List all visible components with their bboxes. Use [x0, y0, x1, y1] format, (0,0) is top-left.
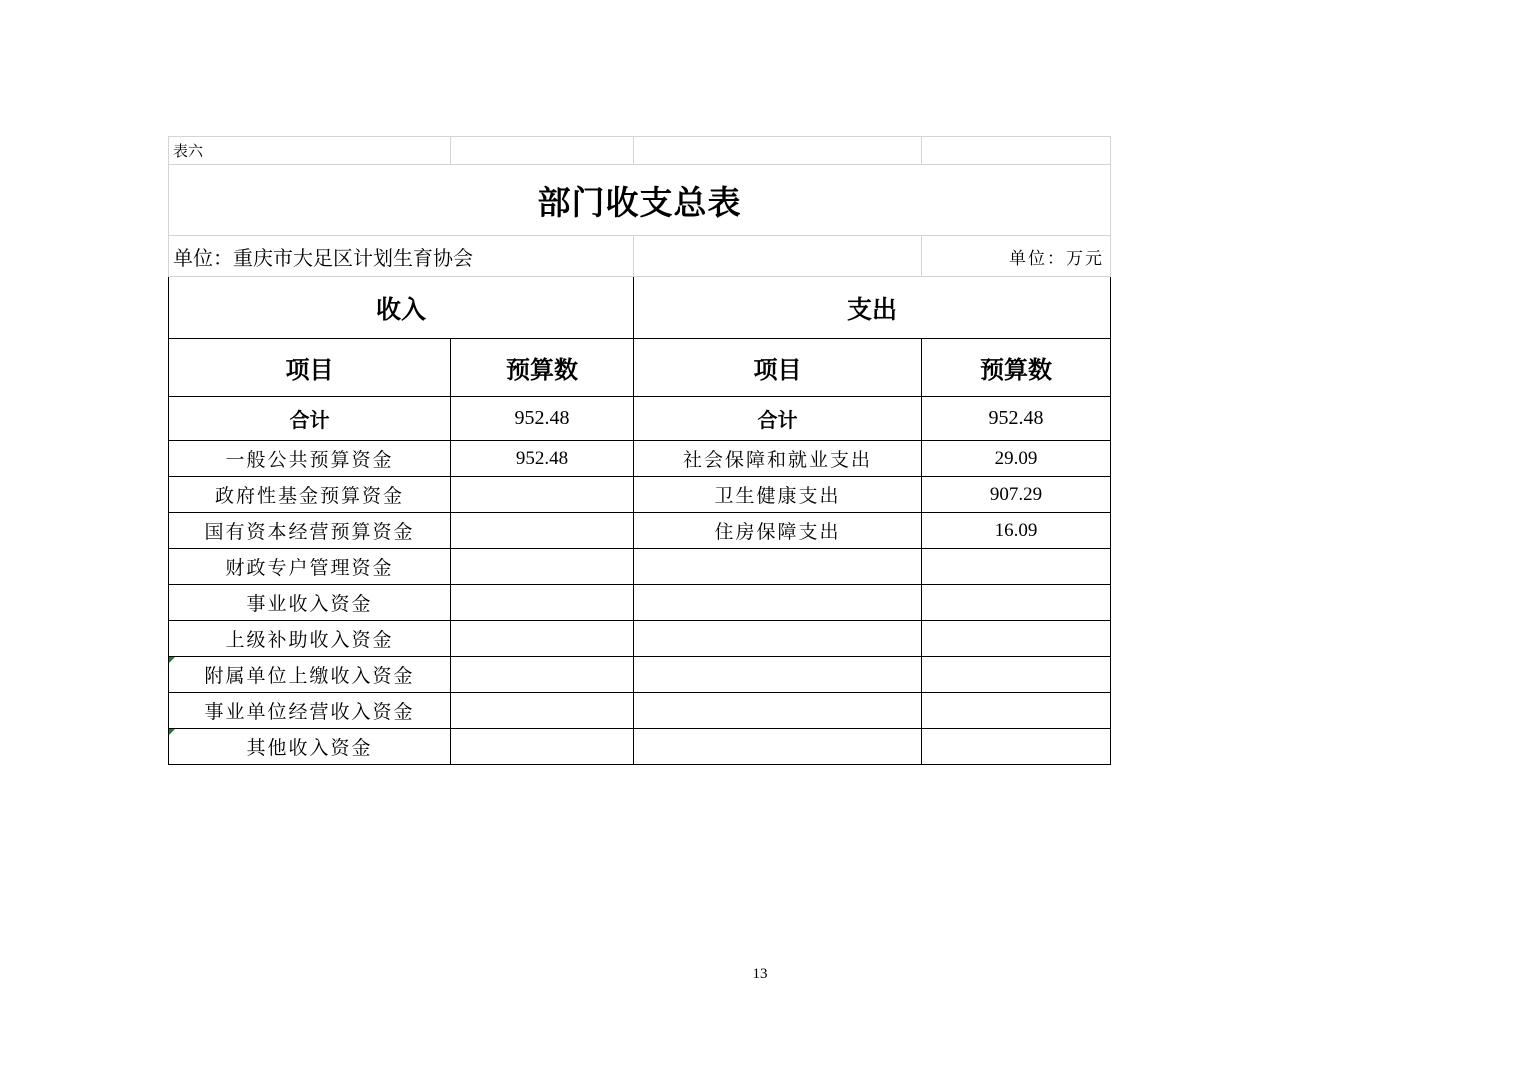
table-row — [169, 585, 1111, 621]
total-value: 952.48 — [451, 397, 634, 441]
column-header: 预算数 — [451, 339, 634, 397]
income-item: 事业收入资金 — [169, 585, 451, 621]
expense-value: 907.29 — [922, 477, 1111, 513]
income-item: 政府性基金预算资金 — [169, 477, 451, 513]
income-value — [451, 513, 634, 549]
income-item: 财政专户管理资金 — [169, 549, 451, 585]
income-value — [451, 585, 634, 621]
unit-org: 单位：重庆市大足区计划生育协会 — [169, 236, 634, 277]
expense-item: 社会保障和就业支出 — [634, 441, 922, 477]
column-header: 项目 — [169, 339, 451, 397]
total-value: 952.48 — [922, 397, 1111, 441]
column-header: 项目 — [634, 339, 922, 397]
income-item: 国有资本经营预算资金 — [169, 513, 451, 549]
total-label: 合计 — [634, 397, 922, 441]
empty-cell — [922, 137, 1111, 165]
table-row — [169, 513, 1111, 549]
expense-value — [922, 693, 1111, 729]
income-value — [451, 621, 634, 657]
budget-sheet — [168, 136, 1110, 765]
column-header-row — [169, 339, 1111, 397]
expense-item — [634, 585, 922, 621]
column-header: 预算数 — [922, 339, 1111, 397]
table-row — [169, 441, 1111, 477]
empty-cell — [634, 137, 922, 165]
page-title: 部门收支总表 — [169, 165, 1111, 236]
tag-row — [169, 137, 1111, 165]
expense-value — [922, 585, 1111, 621]
table-row — [169, 729, 1111, 765]
expense-value — [922, 621, 1111, 657]
table-tag: 表六 — [169, 137, 451, 165]
section-header-row — [169, 277, 1111, 339]
expense-item — [634, 549, 922, 585]
page-number: 13 — [752, 966, 768, 982]
income-value — [451, 657, 634, 693]
expense-value — [922, 657, 1111, 693]
total-label: 合计 — [169, 397, 451, 441]
expense-item — [634, 621, 922, 657]
expense-item — [634, 693, 922, 729]
income-value — [451, 729, 634, 765]
income-value — [451, 477, 634, 513]
expense-header: 支出 — [634, 277, 1111, 339]
expense-item — [634, 729, 922, 765]
income-value — [451, 549, 634, 585]
table-row — [169, 477, 1111, 513]
table-row — [169, 549, 1111, 585]
table-row — [169, 693, 1111, 729]
expense-item: 住房保障支出 — [634, 513, 922, 549]
table-row — [169, 621, 1111, 657]
income-item: 附属单位上缴收入资金 — [169, 657, 451, 693]
income-item: 一般公共预算资金 — [169, 441, 451, 477]
expense-value — [922, 729, 1111, 765]
empty-cell — [634, 236, 922, 277]
expense-value: 16.09 — [922, 513, 1111, 549]
income-item: 其他收入资金 — [169, 729, 451, 765]
total-row — [169, 397, 1111, 441]
income-header: 收入 — [169, 277, 634, 339]
empty-cell — [451, 137, 634, 165]
unit-row — [169, 236, 1111, 277]
expense-item — [634, 657, 922, 693]
income-item: 事业单位经营收入资金 — [169, 693, 451, 729]
income-item: 上级补助收入资金 — [169, 621, 451, 657]
budget-table — [168, 136, 1111, 765]
expense-value — [922, 549, 1111, 585]
unit-currency: 单位：万元 — [922, 236, 1111, 277]
income-value: 952.48 — [451, 441, 634, 477]
income-value — [451, 693, 634, 729]
table-row — [169, 657, 1111, 693]
title-row — [169, 165, 1111, 236]
expense-value: 29.09 — [922, 441, 1111, 477]
expense-item: 卫生健康支出 — [634, 477, 922, 513]
